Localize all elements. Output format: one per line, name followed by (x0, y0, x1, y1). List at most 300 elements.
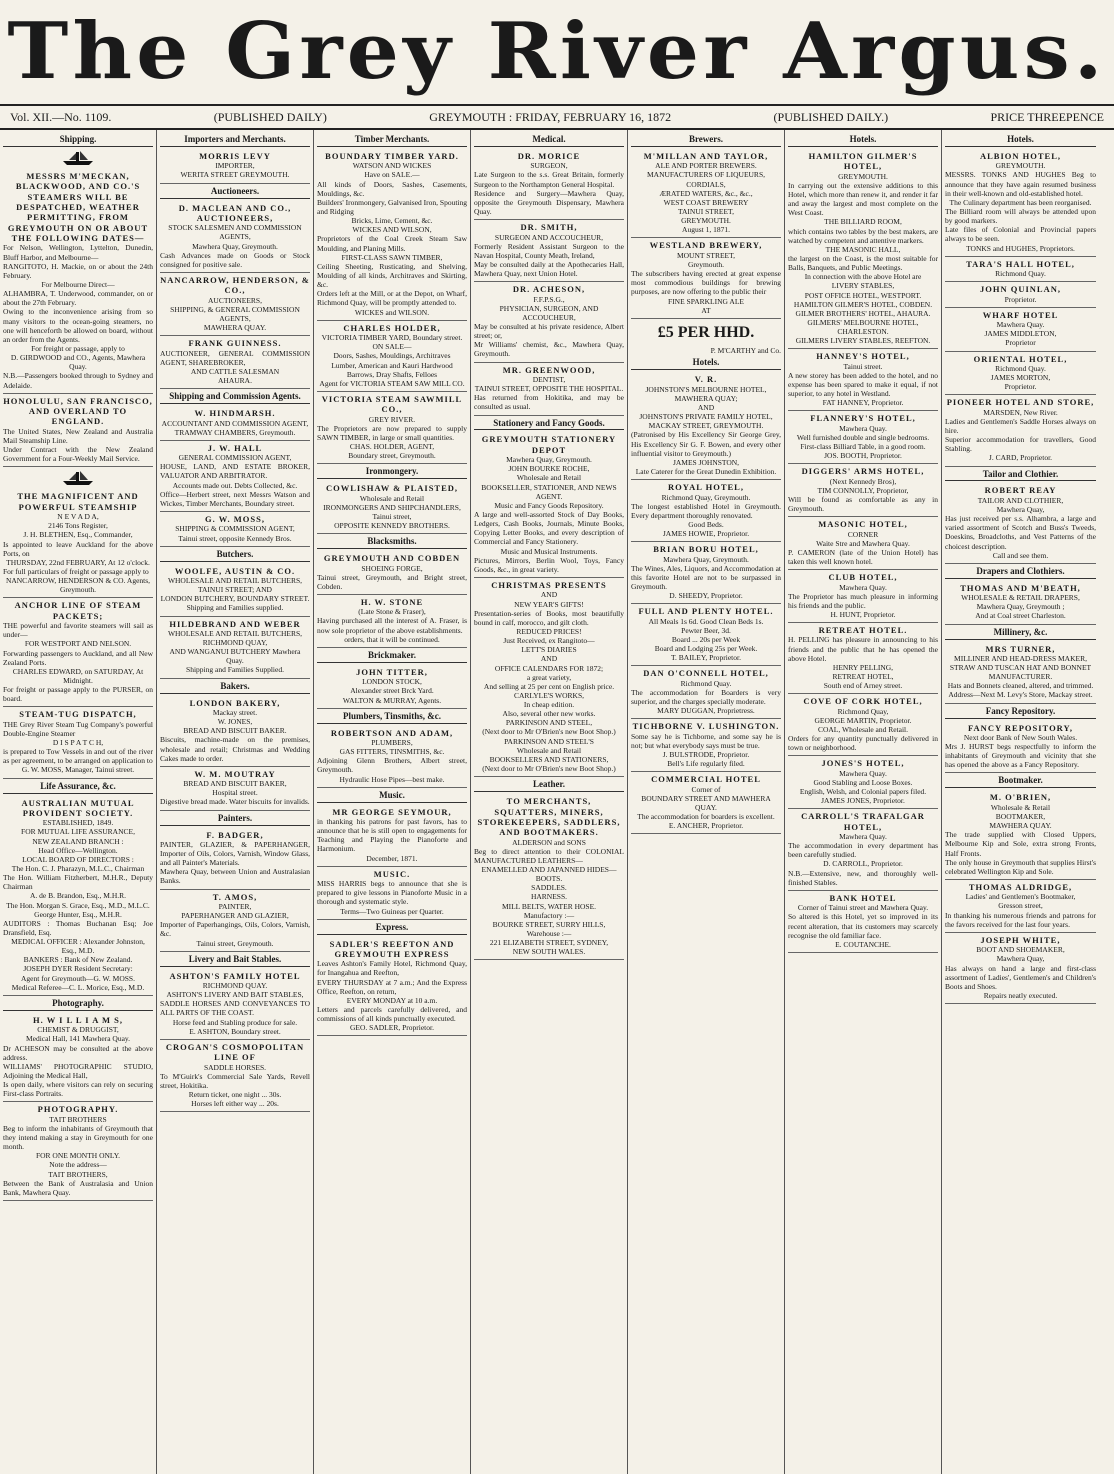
advertisement-line: Presentation-series of Books, most beautifully bound in calf, morocco, and gilt cloth. (474, 608, 624, 627)
advertisement-heading: COMMERCIAL HOTEL (651, 774, 761, 785)
advertisement (317, 595, 467, 648)
advertisement (788, 756, 938, 809)
advertisement-line: STOCK SALESMEN AND COMMISSION AGENTS, (168, 223, 302, 242)
advertisement-line: a great variety, (526, 672, 572, 682)
advertisement-line: Wholesale & Retail (990, 802, 1051, 812)
columns (0, 130, 1114, 1474)
advertisement-heading: BANK HOTEL (829, 892, 897, 903)
advertisement-line: Also, several other new works. (502, 709, 596, 719)
advertisement-line: SHIPPING & COMMISSION AGENT, (175, 524, 295, 534)
advertisement-line: Alexander street Brck Yard. (350, 686, 434, 696)
section-heading: Blacksmiths. (317, 536, 467, 549)
advertisement-heading: JONES'S HOTEL, (821, 758, 905, 769)
section-heading: Life Assurance, &c. (3, 781, 153, 794)
advertisement-line: JOHNSTON'S PRIVATE FAMILY HOTEL, (639, 412, 773, 422)
advertisement (945, 395, 1096, 466)
advertisement-line: Proprietor. (1004, 294, 1037, 304)
advertisement-line: MARSDEN, New River. (983, 407, 1058, 417)
advertisement-line: Late Surgeon to the s.s. Great Britain, formerly Surgeon to the Northampton General Hospital. (474, 170, 624, 189)
advertisement (317, 665, 467, 709)
advertisement-line: Mawhera Quay, Greymouth. (506, 455, 592, 465)
advertisement-line: Orders for any quantity punctually delivered in town or neighborhood. (788, 734, 938, 753)
advertisement-heading: M. O'BRIEN, (989, 792, 1052, 803)
column-3 (314, 130, 471, 1474)
advertisement (3, 169, 153, 394)
advertisement-line: Beg to inform the inhabitants of Greymouth that they intend making a stay in Greymouth for one month. (3, 1123, 153, 1152)
advertisement (3, 707, 153, 778)
dateline (0, 106, 1114, 130)
advertisement-heading: STEAM-TUG DISPATCH, (19, 709, 137, 720)
advertisement-line: MOUNT STREET, (676, 250, 736, 260)
advertisement-line: SADDLE HORSES AND CONVEYANCES TO ALL PARTS OF THE COAST. (160, 999, 310, 1018)
advertisement-line: CHARLES EDWARD, on SATURDAY, At Midnight. (12, 666, 144, 685)
advertisement-heading: LONDON BAKERY, (189, 697, 281, 708)
section-heading: Medical. (474, 134, 624, 147)
advertisement (317, 551, 467, 595)
advertisement-line: Mawhera Quay, Greymouth. (192, 241, 278, 251)
advertisement-line: IMPORTER, (215, 161, 255, 171)
section-heading: Ironmongery. (317, 466, 467, 479)
advertisement-line: is prepared to Tow Vessels in and out of the river as per agreement, to be arranged on application to (3, 747, 153, 766)
advertisement-heading: JOHN QUINLAN, (979, 284, 1061, 295)
advertisement (945, 282, 1096, 308)
advertisement-heading: H. W. STONE (360, 596, 424, 607)
section-heading: Photography. (3, 998, 153, 1011)
advertisement-line: WALTON & MURRAY, Agents. (342, 695, 442, 705)
advertisement-line: Bricks, Lime, Cement, &c. (351, 216, 433, 226)
advertisement-heading: CLUB HOTEL, (828, 572, 898, 583)
advertisement-line: WICKES AND WILSON, (352, 225, 432, 235)
advertisement (945, 149, 1096, 257)
advertisement (788, 809, 938, 891)
advertisement-line: To M'Guirk's Commercial Sale Yards, Revell street, Hokitika. (160, 1071, 310, 1090)
advertisement-heading: FRANK GUINNESS. (188, 338, 282, 349)
advertisement-line: JAMES JONES, Proprietor. (821, 796, 905, 806)
advertisement-line: PAINTER, GLAZIER, & PAPERHANGER, Importer of Oils, Colors, Varnish, Window Glass, and all Painter's Materials. (160, 839, 310, 868)
advertisement (945, 933, 1096, 1004)
advertisement-line: AND (697, 403, 715, 413)
advertisement-line: Head Office—Wellington. (38, 845, 118, 855)
advertisement-line: Mawhera Quay. (839, 423, 887, 433)
signature-line: P. M'CARTHY and Co. (710, 346, 781, 356)
section-heading: Shipping and Commission Agents. (160, 391, 310, 404)
advertisement (160, 617, 310, 679)
advertisement-line: F.F.P.S.G., (533, 294, 565, 304)
advertisement-line: Superior accommodation for travellers, Good Stabling. (945, 435, 1096, 454)
advertisement-heading: CARROLL'S TRAFALGAR HOTEL, (801, 811, 925, 832)
advertisement-line: CORNER (847, 529, 879, 539)
advertisement-line: 221 ELIZABETH STREET, SYDNEY, (489, 938, 609, 948)
advertisement (631, 772, 781, 834)
advertisement-line: In thanking his numerous friends and patrons for the favors received for the last four years. (945, 910, 1096, 929)
advertisement (788, 891, 938, 953)
advertisement-line: AUDITORS : Thomas Buchanan Esq; Joe Dransfield, Esq. (3, 918, 153, 937)
advertisement-line: CHAS. HOLDER, AGENT, (349, 442, 435, 452)
advertisement-line: WEST COAST BREWERY (663, 197, 749, 207)
advertisement-heading: CROGAN'S COSMOPOLITAN LINE OF (165, 1041, 305, 1063)
advertisement-line: TAIT BROTHERS, (48, 1169, 108, 1179)
advertisement-line: WHOLESALE AND RETAIL BUTCHERS, (167, 628, 303, 638)
advertisement-line: Beg to direct attention to their COLONIAL MANUFACTURED LEATHERS— (474, 846, 624, 865)
advertisement (945, 642, 1096, 704)
advertisement-line: The Proprietors are now prepared to supply SAWN TIMBER, in large or small quantities. (317, 423, 467, 442)
advertisement-line: Late Caterer for the Great Dunedin Exhibition. (635, 467, 777, 477)
advertisement-line: NEW ZEALAND BRANCH : (32, 836, 124, 846)
advertisement-line: orders, that it will be continued. (344, 634, 440, 644)
advertisement-heading: T. AMOS, (212, 891, 258, 902)
advertisement-line: FIRST-CLASS SAWN TIMBER, (341, 252, 443, 262)
section-heading: Millinery, &c. (945, 627, 1096, 640)
advertisement (317, 805, 467, 867)
advertisement-line: The accommodation in every department has been carefully studied. (788, 841, 938, 860)
advertisement-line: PAINTER, (218, 901, 252, 911)
advertisement-line: GREY RIVER. (368, 414, 416, 424)
advertisement-line: OPPOSITE KENNEDY BROTHERS. (334, 521, 450, 531)
advertisement-heading: MR. GREENWOOD, (502, 364, 596, 375)
advertisement-line: AT (701, 305, 711, 315)
advertisement-line: TRAMWAY CHAMBERS, Greymouth. (174, 427, 296, 437)
advertisement-line: POST OFFICE HOTEL, WESTPORT. (804, 290, 922, 300)
advertisement-line: Wholesale and Retail (359, 493, 425, 503)
section-heading: Auctioneers. (160, 186, 310, 199)
advertisement-line: JAMES MORTON, (990, 373, 1051, 383)
advertisement-line: MAWHERA QUAY. (203, 323, 267, 333)
advertisement (631, 719, 781, 772)
advertisement (160, 828, 310, 890)
advertisement-line: NANCARROW, HENDERSON & CO. Agents, Greymouth. (5, 576, 151, 595)
advertisement-line: WATSON AND WICKES (352, 161, 432, 171)
price: PRICE THREEPENCE (990, 109, 1104, 124)
advertisement (631, 542, 781, 604)
advertisement-line: FAT HANNEY, Proprietor. (822, 398, 904, 408)
masthead-title: The Grey River Argus. (7, 6, 1107, 97)
advertisement-line: May be consulted daily at the Apothecaries Hall, Mawhera Quay, next Union Hotel. (474, 259, 624, 279)
advertisement (788, 411, 938, 464)
advertisement (160, 336, 310, 389)
advertisement-line: Residence and Surgery—Mawhera Quay, opposite the Greymouth Dispensary, Mawhera Quay. (474, 188, 624, 217)
advertisement (788, 570, 938, 623)
advertisement-line: Proprietor (1005, 338, 1036, 348)
advertisement-heading: FULL AND PLENTY HOTEL. (638, 606, 774, 617)
section-heading: Hotels. (788, 134, 938, 147)
advertisement-heading: FANCY REPOSITORY, (967, 722, 1074, 733)
column-1 (0, 130, 157, 1474)
advertisement (474, 220, 624, 282)
advertisement-line: Orders left at the Mill, or at the Depot, on Wharf, Richmond Quay, will be promptly attended to. (317, 289, 467, 308)
volume-number: Vol. XII.—No. 1109. (10, 109, 112, 124)
advertisement-heading: MORRIS LEVY (199, 150, 271, 161)
advertisement-line: Gresson street, (998, 901, 1043, 911)
advertisement (317, 937, 467, 1037)
advertisement-line: Waite Stre and Mawhera Quay. (816, 538, 910, 548)
advertisement (474, 578, 624, 777)
advertisement-line: Mawhera Quay. (839, 768, 887, 778)
advertisement-heading: M'MILLAN AND TAYLOR, (643, 150, 769, 161)
advertisement-line: PARKINSON AND STEEL'S (504, 736, 594, 746)
advertisement-heading: G. W. MOSS, (205, 514, 265, 525)
advertisement-line: 2146 Tons Register, (48, 521, 108, 531)
advertisement-line: Late files of Colonial and Provincial papers always to be seen. (945, 225, 1096, 244)
advertisement-heading: THOMAS ALDRIDGE, (968, 881, 1073, 892)
advertisement-line: SHIPPING, & GENERAL COMMISSION AGENTS, (170, 304, 300, 323)
advertisement-line: NEW YEAR'S GIFTS! (514, 599, 584, 609)
advertisement-line: ALDERSON and SONS (512, 837, 586, 847)
advertisement-line: G. W. MOSS, Manager, Tainui street. (21, 765, 135, 775)
advertisement-line: A large and well-assorted Stock of Day Books, Ledgers, Cash Books, Journals, Minute Books, Copying Letter Books, and every description of Commercial and Fancy Stationery. (474, 510, 624, 547)
advertisement-line: Good Beds. (688, 519, 724, 529)
advertisement-line: RICHMOND QUAY, (202, 638, 268, 648)
section-heading: Brewers. (631, 134, 781, 147)
advertisement-line: WHOLESALE AND RETAIL BUTCHERS, (167, 575, 303, 585)
advertisement-line: BOOKSELLER, STATIONER, AND NEWS AGENT. (481, 482, 617, 501)
advertisement-line: Good Stabling and Loose Boxes. (813, 777, 913, 787)
advertisement (788, 464, 938, 517)
advertisement-heading: F. BADGER, (206, 829, 264, 840)
column-2 (157, 130, 314, 1474)
advertisement-line: MANUFACTURERS OF LIQUEURS, CORDIALS, (646, 170, 765, 189)
advertisement-line: May be consulted at his private residence, Albert street; or, (474, 322, 624, 341)
advertisement-line: First-class Billiard Table, in a good room. (800, 442, 926, 452)
advertisement (317, 867, 467, 920)
advertisement-line: ASHTON'S LIVERY AND BAIT STABLES, (166, 990, 304, 1000)
advertisement-line: Mrs J. HURST begs respectfully to inform the inhabitants of Greymouth and vicinity that she has opened the above as a Fancy Repository. (945, 742, 1096, 770)
advertisement-line: JOS. BOOTH, Proprietor. (824, 451, 902, 461)
advertisement-line: In cheap edition. (523, 700, 575, 710)
advertisement (160, 149, 310, 184)
advertisement-line: H. PELLING has pleasure in announcing to his friends and the public that he has opened the above Hotel. (788, 635, 938, 663)
advertisement-line: A new storey has been added to the hotel, and no expense has been spared to make it equal, if not superior, to any hotel in Westland. (788, 370, 938, 399)
advertisement (317, 392, 467, 464)
advertisement-line: COAL, Wholesale and Retail. (817, 724, 909, 734)
advertisement (631, 372, 781, 480)
advertisement-line: The Culinary department has been reorganised. (949, 197, 1092, 207)
advertisement (317, 149, 467, 321)
advertisement-line: The subscribers having erected at great expense most commodious buildings for brewing purposes, are now offering to the public their (631, 269, 781, 297)
advertisement-heading: TARA'S HALL HOTEL, (966, 258, 1075, 269)
advertisement-heading: PHOTOGRAPHY. (37, 1104, 119, 1115)
advertisement (631, 238, 781, 318)
advertisement-line: Tainui street, opposite Kennedy Bros. (178, 533, 292, 543)
advertisement-line: Shipping and Families Supplied. (186, 665, 284, 675)
advertisement-line: NEW SOUTH WALES. (512, 947, 586, 957)
advertisement-line: Will be found as comfortable as any in Greymouth. (788, 494, 938, 514)
advertisement-line: (Late Stone & Fraser), (358, 607, 426, 617)
advertisement-heading: ORIENTAL HOTEL, (973, 353, 1068, 364)
advertisement-line: WHOLESALE & RETAIL DRAPERS, (961, 593, 1080, 603)
advertisement-line: Mawhera Quay, Greymouth. (663, 554, 749, 564)
advertisement (160, 969, 310, 1040)
advertisement-line: Corner of Tainui street and Mawhera Quay. (797, 903, 929, 913)
advertisement-line: GREYMOUTH. (995, 161, 1046, 171)
advertisement-heading: VICTORIA STEAM SAWMILL CO., (321, 393, 463, 415)
advertisement-line: In carrying out the extensive additions to this Hotel, which more than renew it, and render it far and away the largest and most complete on the West Coast. (788, 180, 938, 218)
advertisement-line: Letters and parcels carefully delivered, and commissions of all kinds punctually executed. (317, 1005, 467, 1024)
advertisement-heading: TO MERCHANTS, SQUATTERS, MINERS, STOREKEEPERS, SADDLERS, AND BOOTMAKERS. (477, 796, 621, 838)
advertisement-line: ENAMELLED AND JAPANNED HIDES— (481, 865, 617, 875)
advertisement-line: Richmond Quay, (837, 706, 889, 716)
advertisement-heading: CHARLES HOLDER, (343, 322, 441, 333)
advertisement-line: N.B.—Extensive, new, and thoroughly well-finished Stables. (788, 868, 938, 887)
advertisement-line: THURSDAY, 22nd FEBRUARY, At 12 o'clock. (6, 557, 150, 567)
advertisement-line: Tainui street, (372, 511, 412, 521)
advertisement-heading: H. W I L L I A M S, (32, 1014, 124, 1025)
advertisement-line: Proprietors of the Coal Creek Steam Saw Moulding, and Planing Mills. (317, 234, 467, 253)
advertisement-heading: ANCHOR LINE OF STEAM PACKETS; (14, 600, 142, 621)
advertisement-line: WILLIAMS' PHOTOGRAPHIC STUDIO, Adjoining the Medical Hall, (3, 1061, 153, 1080)
section-heading: Livery and Bait Stables. (160, 954, 310, 967)
advertisement-heading: ROBERTSON AND ADAM, (330, 727, 454, 738)
advertisement-heading: FLANNERY'S HOTEL, (810, 413, 916, 424)
advertisement-line: The Billiard room will always be attended upon by good markers. (945, 207, 1096, 226)
advertisement-line: D. CARROLL, Proprietor. (823, 859, 903, 869)
column-4 (471, 130, 628, 1474)
advertisement-heading: WESTLAND BREWERY, (649, 240, 763, 251)
advertisement (945, 352, 1096, 396)
advertisement-line: Richmond Quay, Greymouth. (661, 492, 751, 502)
advertisement-line: AND WANGANUI BUTCHERY Mawhera Quay. (169, 647, 301, 666)
advertisement-line: E. ASHTON, Boundary street. (189, 1026, 281, 1036)
advertisement (160, 406, 310, 441)
advertisement-line: BOOTMAKER, (995, 811, 1046, 821)
advertisement (788, 623, 938, 694)
advertisement-line: Mawhera Quay, (996, 954, 1045, 964)
advertisement-line: Address—Next M. Levy's Store, Mackay street. (948, 690, 1093, 700)
advertisement-line: CHEMIST & DRUGGIST, (37, 1025, 119, 1035)
advertisement-heading: THE MAGNIFICENT AND POWERFUL STEAMSHIP (17, 491, 139, 512)
advertisement-line: BREAD AND BISCUIT BAKER. (183, 726, 287, 736)
advertisement-line: ALE AND PORTER BREWERS. (655, 161, 757, 171)
advertisement-line: Agent for Greymouth—G. W. MOSS. (21, 973, 135, 983)
advertisement-line: A. de B. Brandon, Esq., M.H.R. (29, 891, 127, 901)
advertisement-line: J. BULSTRODE, Proprietor. (662, 749, 750, 759)
advertisement-line: Next door Bank of New South Wales. (963, 732, 1078, 742)
advertisement-heading: BRIAN BORU HOTEL, (653, 544, 759, 555)
advertisement-line: (Next door to Mr O'Brien's new Boot Shop.) (482, 727, 616, 737)
section-heading: Hotels. (631, 357, 781, 370)
advertisement (631, 480, 781, 542)
advertisement-line: Is appointed to leave Auckland for the above Ports, on (3, 539, 153, 558)
advertisement-heading: HAMILTON GILMER'S HOTEL, (808, 150, 918, 172)
advertisement-line: Music and Fancy Goods Repository. (494, 500, 604, 510)
advertisement-line: For Melbourne Direct— (41, 280, 115, 290)
advertisement (945, 581, 1096, 625)
advertisement-line: Ceiling Sheeting, Rusticating, and Shelving, Moulding of all kinds, Architraves and Skirting, &c. (317, 261, 467, 290)
advertisement-line: MILL BELTS, WATER HOSE. (501, 901, 597, 911)
advertisement-line: LONDON STOCK, (362, 677, 422, 687)
advertisement-heading: W. HINDMARSH. (194, 408, 276, 419)
advertisement-line: FINE SPARKLING ALE (668, 296, 744, 306)
advertisement-line: Formerly Resident Assistant Surgeon to the Navan Hospital, County Meath, Ireland, (474, 241, 624, 260)
advertisement-line: And selling at 25 per cent on English price. (483, 681, 615, 691)
advertisement (160, 512, 310, 547)
advertisement-line: SURGEON, (530, 161, 568, 171)
advertisement-heading: MUSIC. (373, 868, 411, 879)
advertisement-line: Doors, Sashes, Mouldings, Architraves (333, 351, 451, 361)
advertisement-line: H. HUNT, Proprietor. (830, 609, 896, 619)
advertisement (474, 363, 624, 416)
advertisement (160, 564, 310, 617)
advertisement-line: PAPERHANGER AND GLAZIER, (181, 911, 289, 921)
advertisement-line: Adjoining Glenn Brothers, Albert street, Greymouth. (317, 756, 467, 775)
advertisement-line: GILMER BROTHERS' HOTEL, AHAURA. (795, 308, 931, 318)
advertisement-line: GREYMOUTH. (838, 171, 888, 181)
advertisement-line: August 1, 1871. (682, 225, 730, 235)
advertisement-line: Medical Hall, 141 Mawhera Quay. (25, 1034, 131, 1044)
advertisement-line: MAWHERA QUAY. (989, 821, 1052, 831)
advertisement-line: TAINUI STREET; AND (198, 585, 272, 595)
advertisement-heading: HILDEBRAND AND WEBER (169, 618, 301, 629)
advertisement-heading: DAN O'CONNELL HOTEL, (643, 668, 769, 679)
advertisement-line: Mawhera Quay. (839, 832, 887, 842)
advertisement-line: REDUCED PRICES! (516, 626, 582, 636)
advertisement-heading: MESSRS M'MECKAN, BLACKWOOD, AND CO.'S STEAMERS WILL BE DESPATCHED, WEATHER PERMITTING, FROM GREYMOUTH ON OR ABOUT THE FOLLOWING DATES— (7, 170, 149, 244)
advertisement-line: HOUSE, LAND, AND ESTATE BROKER, VALUATOR AND ARBITRATOR. (160, 462, 310, 481)
advertisement (3, 1013, 153, 1102)
advertisement-heading: DR. ACHESON, (512, 284, 586, 295)
advertisement-line: Barrows, Dray Shafts, Felloes (346, 369, 438, 379)
advertisement-line: N E V A D A, (57, 512, 99, 522)
advertisement-line: Between the Bank of Australasia and Union Bank, Mawhera Quay. (3, 1178, 153, 1197)
advertisement-line: Mr Williams' chemist, &c., Mawhera Quay, Greymouth. (474, 340, 624, 359)
advertisement (945, 308, 1096, 352)
advertisement-line: THE MASONIC HALL, (825, 244, 901, 254)
advertisement (788, 694, 938, 756)
advertisement-line: Ladies' and Gentlemen's Bootmaker, (965, 892, 1076, 902)
advertisement-line: ÆRATED WATERS, &c., &c., (659, 188, 753, 198)
advertisement-line: PARKINSON AND STEEL, (505, 718, 593, 728)
advertisement-line: the largest on the Coast, is the most suitable for Balls, Banquets, and Public Meetings. (788, 253, 938, 273)
advertisement-line: Repairs neatly executed. (983, 990, 1058, 1000)
advertisement-line: BOOKSELLERS AND STATIONERS, (489, 754, 609, 764)
advertisement-heading: DIGGERS' ARMS HOTEL, (801, 466, 925, 477)
advertisement-line: SHOEING FORGE, (361, 563, 423, 573)
advertisement-line: FOR WESTPORT AND NELSON. (24, 639, 132, 649)
advertisement-line: (Patronised by His Excellency Sir George Grey, His Excellency Sir G. F. Bowen, and every other influential visitor to Greymouth.) (631, 430, 781, 458)
advertisement (160, 696, 310, 767)
advertisement-line: PLUMBERS, (371, 737, 413, 747)
advertisement-line: English, Welsh, and Colonial papers filed. (799, 787, 927, 797)
advertisement-line: Richmond Quay. (995, 269, 1046, 279)
advertisement-line: WERITA STREET GREYMOUTH. (180, 170, 290, 180)
advertisement (631, 149, 781, 238)
advertisement-line: Importer of Paperhangings, Oils, Colors, Varnish, &c. (160, 920, 310, 939)
advertisement-line: All Meals 1s 6d. Good Clean Beds 1s. (648, 616, 764, 626)
advertisement-line: The longest established Hotel in Greymouth. Every department thoroughly renovated. (631, 501, 781, 520)
advertisement-line: Have on SALE.— (364, 170, 420, 180)
advertisement-line: JOHNSTON'S MELBOURNE HOTEL, (645, 384, 767, 394)
advertisement-heading: V. R. (694, 374, 718, 385)
advertisement-line: Mawhera Quay, Greymouth ; (976, 602, 1065, 612)
advertisement-line: Is open daily, where visitors can rely on securing First-class Portraits. (3, 1080, 153, 1099)
advertisement-line: Accounts made out. Debts Collected, &c. (172, 480, 298, 490)
advertisement-line: MISS HARRIS begs to announce that she is prepared to give lessons in Pianoforte Music in a thorough and systematic style. (317, 879, 467, 907)
advertisement-line: Horse feed and Stabling produce for sale. (172, 1017, 298, 1027)
section-heading: Butchers. (160, 549, 310, 562)
advertisement-line: Lumber, American and Kauri Hardwood (331, 360, 453, 370)
advertisement-line: All kinds of Doors, Sashes, Casements, Mouldings, &c. (317, 179, 467, 198)
advertisement (945, 257, 1096, 283)
advertisement-line: Cash Advances made on Goods or Stock consigned for positive sale. (160, 250, 310, 269)
advertisement-heading: WOOLFE, AUSTIN & CO. (174, 565, 296, 576)
advertisement-line: Office—Herbert street, next Messrs Watson and Wickes, Timber Merchants, Boundary street. (160, 489, 310, 508)
advertisement-line: Owing to the inconvenience arising from so many visitors to the ocean-going steamers, no one will henceforth be allowed on board, without an order from the Agents. (3, 307, 153, 344)
advertisement-line: TIM CONNOLLY, Proprietor, (817, 485, 909, 495)
advertisement-line: Richmond Quay. (680, 678, 732, 688)
advertisement-heading: PIONEER HOTEL AND STORE, (946, 397, 1095, 408)
advertisement-line: AND (540, 654, 558, 664)
advertisement (160, 890, 310, 952)
advertisement-heading: DR. SMITH, (520, 222, 578, 233)
